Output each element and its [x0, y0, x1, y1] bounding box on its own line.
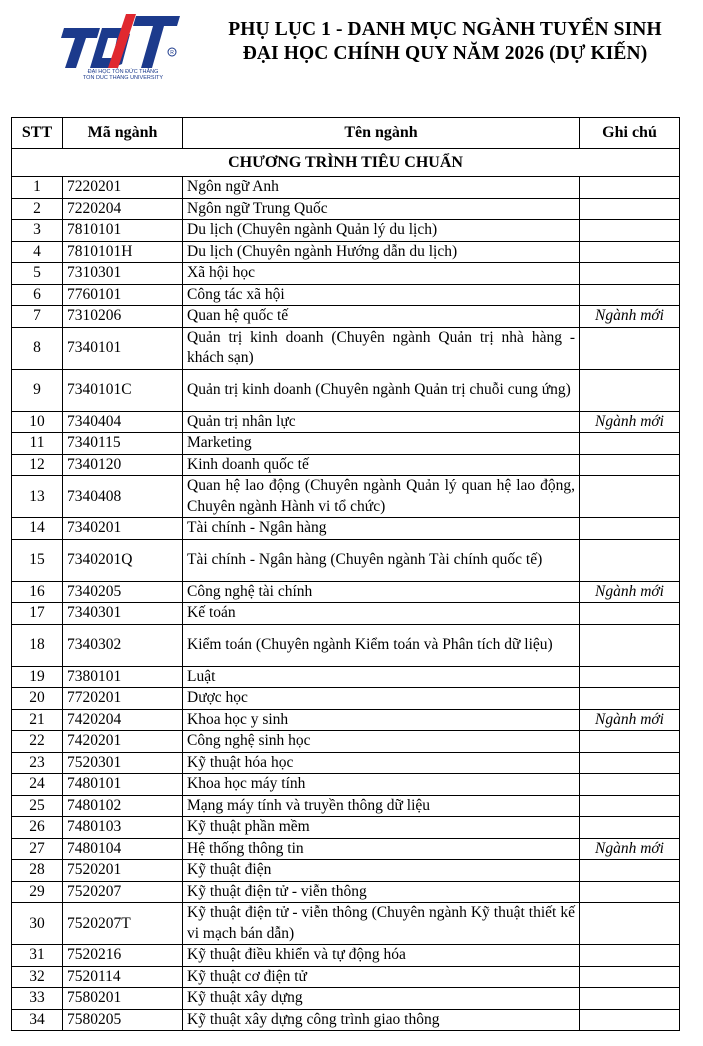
table-row [12, 966, 680, 988]
row-stt: 34 [12, 1009, 63, 1031]
row-note [580, 454, 680, 476]
row-code: 7340120 [63, 454, 183, 476]
row-note [580, 688, 680, 710]
row-name: Tài chính - Ngân hàng [183, 518, 580, 540]
row-stt: 23 [12, 752, 63, 774]
table-row [12, 476, 680, 518]
row-code: 7220201 [63, 177, 183, 199]
svg-text:R: R [170, 50, 174, 56]
university-logo [56, 8, 186, 80]
row-name: Quan hệ quốc tế [183, 306, 580, 328]
table-row [12, 774, 680, 796]
row-note [580, 752, 680, 774]
header-name: Tên ngành [183, 118, 580, 149]
row-name: Quản trị nhân lực [183, 411, 580, 433]
row-stt: 18 [12, 624, 63, 666]
row-stt: 10 [12, 411, 63, 433]
row-note [580, 241, 680, 263]
table-row [12, 369, 680, 411]
row-code: 7760101 [63, 284, 183, 306]
row-name: Ngôn ngữ Trung Quốc [183, 198, 580, 220]
table-row [12, 241, 680, 263]
section-title: CHƯƠNG TRÌNH TIÊU CHUẨN [12, 149, 680, 177]
table-row [12, 817, 680, 839]
row-code: 7520301 [63, 752, 183, 774]
row-stt: 20 [12, 688, 63, 710]
row-name: Công nghệ tài chính [183, 581, 580, 603]
row-note [580, 327, 680, 369]
row-name: Kỹ thuật hóa học [183, 752, 580, 774]
header-note: Ghi chú [580, 118, 680, 149]
table-row [12, 306, 680, 328]
row-name: Kiểm toán (Chuyên ngành Kiểm toán và Phân tích dữ liệu) [183, 624, 580, 666]
row-code: 7380101 [63, 666, 183, 688]
row-note [580, 1009, 680, 1031]
row-name: Kỹ thuật điện tử - viễn thông [183, 881, 580, 903]
row-name: Xã hội học [183, 263, 580, 285]
table-row [12, 666, 680, 688]
row-stt: 17 [12, 603, 63, 625]
row-code: 7520207 [63, 881, 183, 903]
table-row [12, 327, 680, 369]
row-stt: 14 [12, 518, 63, 540]
row-code: 7520207T [63, 903, 183, 945]
logo-caption-vn: ĐẠI HỌC TÔN ĐỨC THẮNG [87, 69, 159, 75]
table-row [12, 795, 680, 817]
row-name: Quản trị kinh doanh (Chuyên ngành Quản trị nhà hàng - khách sạn) [183, 327, 580, 369]
row-code: 7520201 [63, 860, 183, 882]
table-row [12, 903, 680, 945]
row-note [580, 369, 680, 411]
title-line-1: PHỤ LỤC 1 - DANH MỤC NGÀNH TUYỂN SINH [228, 19, 662, 40]
row-note [580, 666, 680, 688]
row-note: Ngành mới [580, 838, 680, 860]
row-code: 7340301 [63, 603, 183, 625]
row-stt: 27 [12, 838, 63, 860]
row-code: 7340302 [63, 624, 183, 666]
document-title [210, 18, 680, 66]
row-code: 7340205 [63, 581, 183, 603]
row-code: 7340101 [63, 327, 183, 369]
row-stt: 26 [12, 817, 63, 839]
row-stt: 2 [12, 198, 63, 220]
table-row [12, 220, 680, 242]
row-note: Ngành mới [580, 581, 680, 603]
row-name: Du lịch (Chuyên ngành Hướng dẫn du lịch) [183, 241, 580, 263]
row-code: 7340101C [63, 369, 183, 411]
row-note: Ngành mới [580, 306, 680, 328]
table-row [12, 1009, 680, 1031]
row-name: Công nghệ sinh học [183, 731, 580, 753]
row-code: 7520216 [63, 945, 183, 967]
row-note [580, 433, 680, 455]
title-line-2: ĐẠI HỌC CHÍNH QUY NĂM 2026 (DỰ KIẾN) [242, 43, 648, 64]
row-code: 7340404 [63, 411, 183, 433]
row-name: Kỹ thuật điều khiển và tự động hóa [183, 945, 580, 967]
table-row [12, 433, 680, 455]
row-stt: 25 [12, 795, 63, 817]
row-stt: 11 [12, 433, 63, 455]
row-code: 7310206 [63, 306, 183, 328]
row-note [580, 881, 680, 903]
section-row [12, 149, 680, 177]
row-stt: 31 [12, 945, 63, 967]
row-stt: 9 [12, 369, 63, 411]
row-note: Ngành mới [580, 411, 680, 433]
row-stt: 29 [12, 881, 63, 903]
row-note [580, 220, 680, 242]
row-code: 7310301 [63, 263, 183, 285]
row-code: 7720201 [63, 688, 183, 710]
row-name: Quản trị kinh doanh (Chuyên ngành Quản trị chuỗi cung ứng) [183, 369, 580, 411]
row-stt: 7 [12, 306, 63, 328]
row-stt: 5 [12, 263, 63, 285]
row-code: 7420201 [63, 731, 183, 753]
row-code: 7520114 [63, 966, 183, 988]
row-name: Mạng máy tính và truyền thông dữ liệu [183, 795, 580, 817]
row-note [580, 603, 680, 625]
row-stt: 32 [12, 966, 63, 988]
table-row [12, 518, 680, 540]
row-note [580, 731, 680, 753]
table-row [12, 881, 680, 903]
row-note [580, 539, 680, 581]
row-code: 7480104 [63, 838, 183, 860]
row-code: 7340201Q [63, 539, 183, 581]
row-note [580, 284, 680, 306]
row-name: Kỹ thuật cơ điện tử [183, 966, 580, 988]
row-name: Kỹ thuật điện [183, 860, 580, 882]
row-code: 7220204 [63, 198, 183, 220]
row-stt: 1 [12, 177, 63, 199]
row-name: Tài chính - Ngân hàng (Chuyên ngành Tài chính quốc tế) [183, 539, 580, 581]
table-row [12, 624, 680, 666]
row-note [580, 774, 680, 796]
row-stt: 30 [12, 903, 63, 945]
row-stt: 21 [12, 709, 63, 731]
row-note [580, 966, 680, 988]
row-name: Quan hệ lao động (Chuyên ngành Quản lý quan hệ lao động, Chuyên ngành Hành vi tổ chức) [183, 476, 580, 518]
row-code: 7810101 [63, 220, 183, 242]
logo-caption-en: TON DUC THANG UNIVERSITY [82, 75, 164, 81]
row-stt: 6 [12, 284, 63, 306]
row-name: Khoa học máy tính [183, 774, 580, 796]
row-note [580, 860, 680, 882]
row-note [580, 624, 680, 666]
row-code: 7340201 [63, 518, 183, 540]
row-name: Kỹ thuật điện tử - viễn thông (Chuyên ngành Kỹ thuật thiết kế vi mạch bán dẫn) [183, 903, 580, 945]
row-code: 7580205 [63, 1009, 183, 1031]
row-stt: 12 [12, 454, 63, 476]
row-note [580, 817, 680, 839]
row-name: Kỹ thuật xây dựng công trình giao thông [183, 1009, 580, 1031]
row-note [580, 198, 680, 220]
row-note [580, 795, 680, 817]
table-row [12, 411, 680, 433]
row-note [580, 988, 680, 1010]
row-note [580, 177, 680, 199]
table-row [12, 860, 680, 882]
row-note [580, 476, 680, 518]
table-row [12, 581, 680, 603]
table-row [12, 603, 680, 625]
row-stt: 24 [12, 774, 63, 796]
majors-table [11, 117, 680, 1031]
row-note [580, 903, 680, 945]
row-name: Khoa học y sinh [183, 709, 580, 731]
table-row [12, 454, 680, 476]
row-code: 7580201 [63, 988, 183, 1010]
row-name: Công tác xã hội [183, 284, 580, 306]
table-row [12, 838, 680, 860]
row-name: Du lịch (Chuyên ngành Quản lý du lịch) [183, 220, 580, 242]
row-stt: 16 [12, 581, 63, 603]
row-stt: 33 [12, 988, 63, 1010]
row-stt: 13 [12, 476, 63, 518]
row-stt: 15 [12, 539, 63, 581]
row-code: 7340408 [63, 476, 183, 518]
table-row [12, 709, 680, 731]
row-code: 7810101H [63, 241, 183, 263]
table-row [12, 539, 680, 581]
row-name: Kế toán [183, 603, 580, 625]
table-row [12, 988, 680, 1010]
table-row [12, 284, 680, 306]
row-name: Hệ thống thông tin [183, 838, 580, 860]
row-stt: 8 [12, 327, 63, 369]
table-header-row [12, 118, 680, 149]
row-note [580, 518, 680, 540]
table-row [12, 752, 680, 774]
table-row [12, 945, 680, 967]
row-stt: 19 [12, 666, 63, 688]
row-stt: 28 [12, 860, 63, 882]
row-name: Dược học [183, 688, 580, 710]
row-name: Kỹ thuật xây dựng [183, 988, 580, 1010]
row-note [580, 945, 680, 967]
row-code: 7420204 [63, 709, 183, 731]
row-code: 7480101 [63, 774, 183, 796]
row-stt: 22 [12, 731, 63, 753]
row-note: Ngành mới [580, 709, 680, 731]
row-code: 7480102 [63, 795, 183, 817]
table-row [12, 688, 680, 710]
table-row [12, 177, 680, 199]
header-code: Mã ngành [63, 118, 183, 149]
row-name: Kỹ thuật phần mềm [183, 817, 580, 839]
row-name: Kinh doanh quốc tế [183, 454, 580, 476]
row-stt: 4 [12, 241, 63, 263]
row-code: 7480103 [63, 817, 183, 839]
table-body [12, 149, 680, 1031]
row-name: Ngôn ngữ Anh [183, 177, 580, 199]
table-row [12, 263, 680, 285]
row-code: 7340115 [63, 433, 183, 455]
row-name: Luật [183, 666, 580, 688]
table-row [12, 731, 680, 753]
table-row [12, 198, 680, 220]
row-note [580, 263, 680, 285]
header-stt: STT [12, 118, 63, 149]
row-name: Marketing [183, 433, 580, 455]
row-stt: 3 [12, 220, 63, 242]
